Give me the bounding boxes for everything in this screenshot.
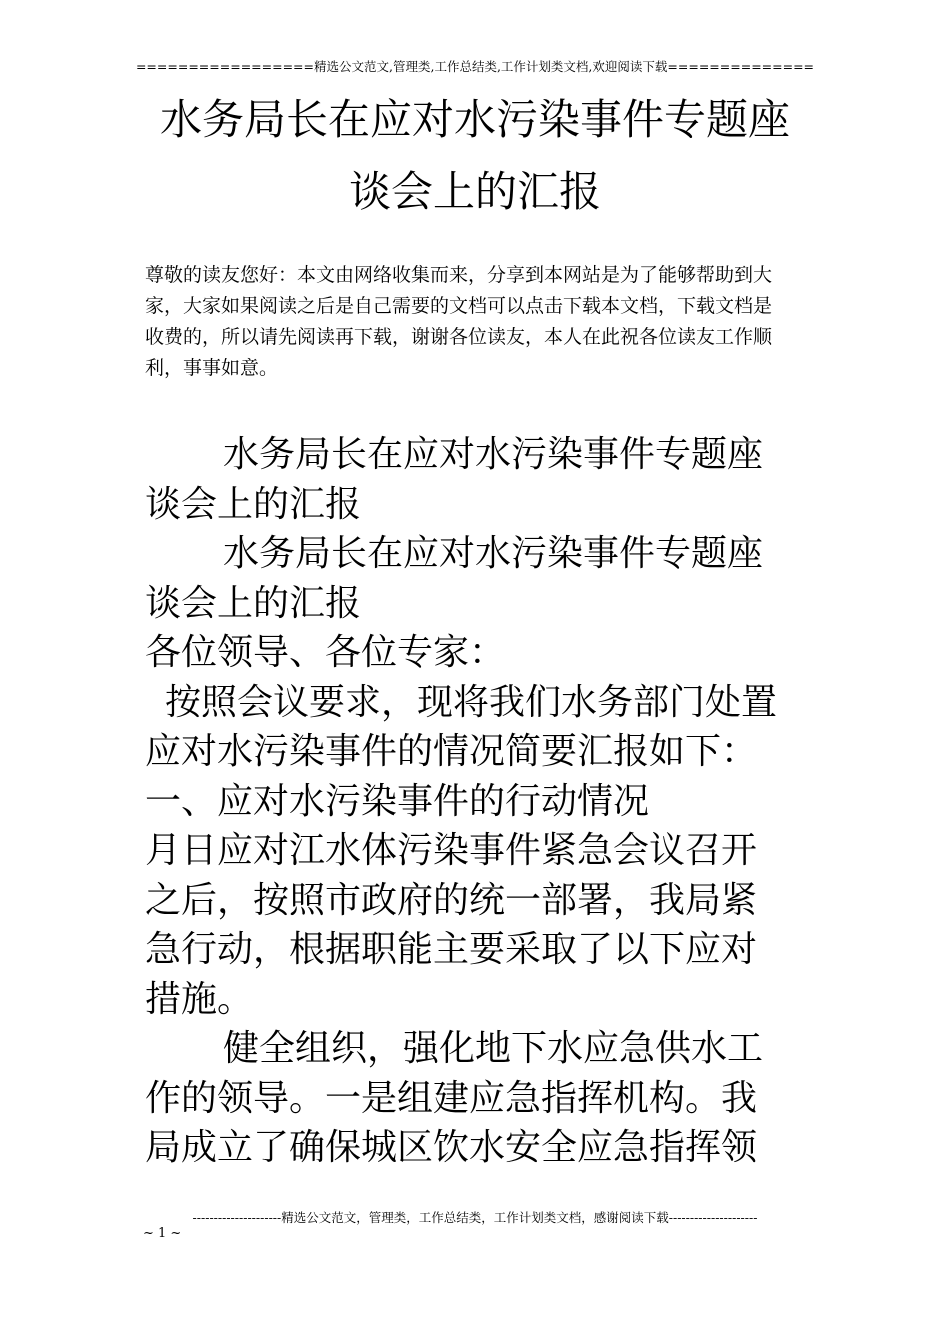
page-footer: ---------------------精选公文范文，管理类，工作总结类，工作计划类文档，感谢阅读下载--------------------- (192, 1210, 758, 1225)
document-body (145, 430, 815, 1173)
salutation: 各位领导、各位专家： (145, 632, 506, 673)
section-heading: 一、应对水污染事件的行动情况 (145, 780, 650, 822)
body-paragraph-line: 应对水污染事件的情况简要汇报如下： (145, 731, 758, 772)
notice-line: 利，事事如意。 (145, 357, 279, 379)
body-paragraph-line: 健全组织，强化地下水应急供水工 (223, 1028, 764, 1069)
body-paragraph-line: 作的领导。一是组建应急指挥机构。我 (145, 1077, 758, 1119)
notice-line: 收费的，所以请先阅读再下载，谢谢各位读友，本人在此祝各位读友工作顺 (145, 326, 773, 348)
document-title-line-2: 谈会上的汇报 (348, 167, 601, 216)
body-paragraph-line: 急行动，根据职能主要采取了以下应对 (145, 929, 758, 970)
body-heading-repeat-1-cont: 谈会上的汇报 (145, 483, 362, 525)
page-header: =================精选公文范文,管理类,工作总结类,工作计划类文档,欢迎阅读下载============== (135, 59, 815, 74)
body-heading-repeat-2-cont: 谈会上的汇报 (145, 582, 362, 624)
body-heading-repeat-1: 水务局长在应对水污染事件专题座 (223, 434, 764, 475)
body-paragraph-line: 之后，按照市政府的统一部署，我局紧 (145, 879, 758, 921)
page-number: ~ 1 ~ (143, 1226, 182, 1241)
body-paragraph-line: 局成立了确保城区饮水安全应急指挥领 (145, 1127, 758, 1168)
body-heading-repeat-2: 水务局长在应对水污染事件专题座 (223, 533, 764, 574)
body-paragraph-line: 按照会议要求，现将我们水务部门处置 (165, 681, 778, 723)
document-title-line-1: 水务局长在应对水污染事件专题座 (159, 95, 790, 144)
body-paragraph-line: 措施。 (145, 978, 254, 1020)
reader-notice (145, 260, 805, 384)
notice-line: 家，大家如果阅读之后是自己需要的文档可以点击下载本文档，下载文档是 (145, 295, 773, 317)
body-paragraph-line: 月日应对江水体污染事件紧急会议召开 (145, 830, 758, 871)
notice-line: 尊敬的读友您好：本文由网络收集而来，分享到本网站是为了能够帮助到大 (145, 264, 773, 286)
